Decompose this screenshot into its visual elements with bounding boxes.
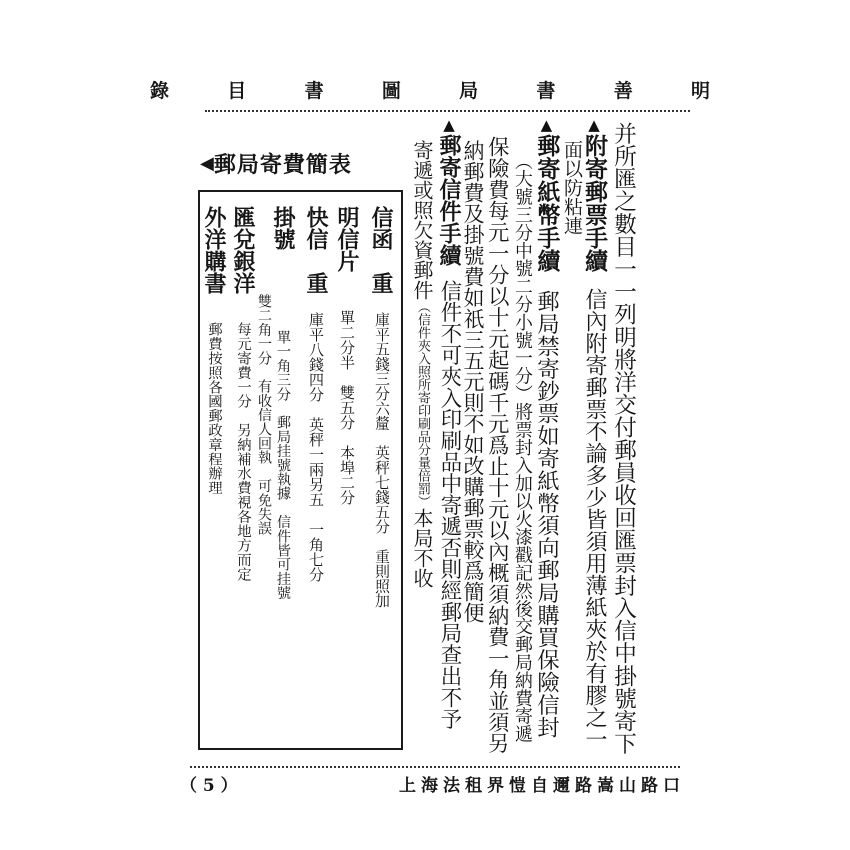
- row-label: 明信片: [334, 206, 360, 272]
- table-row: [370, 206, 392, 608]
- column-text: 納郵費及掛號費如祇三五元則不如改購郵票較爲簡便: [461, 140, 485, 623]
- header-char: 善: [613, 79, 633, 102]
- text-column-7: [462, 140, 483, 623]
- section-heading: 郵寄信件手續: [436, 134, 462, 266]
- row-detail: 單一角三分 郵局挂號執據 信件皆可挂號: [275, 330, 291, 600]
- table-row: [305, 206, 327, 582]
- table-row: [272, 206, 294, 600]
- section-heading: 附寄郵票手續: [581, 134, 608, 272]
- row-detail: 郵費按照各國郵政章程辦理: [206, 322, 222, 495]
- text-column-4: [533, 116, 561, 738]
- text-column-8: [438, 116, 460, 729]
- table-title-row: [200, 148, 404, 178]
- header-char: 圖: [381, 79, 401, 102]
- header-divider: [205, 110, 690, 112]
- row-label: 快信 重: [303, 206, 329, 294]
- table-row: [256, 294, 272, 535]
- text-column-2: [583, 116, 606, 750]
- column-text: 本局不收: [410, 508, 434, 588]
- footer-divider: [190, 766, 680, 768]
- column-text: 郵局禁寄鈔票如寄紙幣須向郵局購買保險信封: [533, 290, 560, 738]
- header-char: 局: [459, 79, 479, 102]
- table-row: [336, 206, 358, 505]
- column-text: 信內附寄郵票不論多少皆須用薄紙夾於有膠之一: [582, 288, 607, 750]
- text-column-5: [513, 152, 531, 743]
- header-char: 明: [690, 79, 710, 102]
- row-label: 外洋購書: [201, 206, 227, 294]
- column-text: 面以防粘連: [561, 140, 583, 235]
- page-footer: [180, 771, 685, 801]
- row-detail: 雙二角一分 有收信人回執 可免失誤: [256, 294, 272, 536]
- header-char: 目: [227, 79, 247, 102]
- text-column-6: [484, 136, 510, 754]
- column-text: 并所匯之數目一一列明將洋交付郵員收回匯票封入信中掛號寄下: [610, 122, 637, 755]
- table-row: [232, 206, 254, 581]
- page-header: [150, 74, 710, 104]
- table-title-text: 郵局寄費簡表: [213, 151, 352, 178]
- column-note: （信件夾入照所寄印刷品分量倍罰）: [415, 300, 430, 508]
- column-text: （大號三分中號二分小號一分）將票封入加以火漆戳記然後交郵局納費寄遞: [511, 152, 533, 743]
- text-column-9: [412, 140, 432, 588]
- table-row: [203, 206, 225, 495]
- row-detail: 庫平八錢四分 英秤一兩另五 一角七分: [307, 312, 325, 582]
- column-text: 保險費每元一分以十元起碼千元爲止十元以內概須納費一角並須另: [484, 136, 510, 754]
- row-detail: 庫平五錢三分六釐 英秤七錢五分 重則照加: [373, 312, 390, 608]
- section-heading: 郵寄紙幣手續: [533, 134, 561, 272]
- row-detail: 每元寄費一分 另納補水費視各地方而定: [235, 322, 251, 582]
- row-detail: 單二分半 雙五分 本埠二分: [338, 310, 356, 505]
- column-text: 信件不可夾入印刷品中寄遞否則經郵局查出不予: [437, 280, 462, 730]
- text-column-1: [612, 122, 635, 755]
- triangle-marker-icon: ▲: [585, 116, 603, 134]
- header-char: 書: [536, 79, 556, 102]
- row-label: 匯兌銀洋: [230, 206, 256, 294]
- arrow-left-icon: ◀: [200, 152, 214, 174]
- triangle-marker-icon: ▲: [537, 116, 556, 134]
- row-label: 信函 重: [368, 206, 394, 294]
- publisher-address: 上海法租界愷自邇路嵩山路口: [399, 776, 685, 796]
- header-char: 書: [304, 79, 324, 102]
- page-number: （ 5 ）: [180, 776, 238, 796]
- row-label: 掛號: [270, 206, 296, 250]
- column-text: 寄遞或照欠資郵件: [410, 140, 434, 300]
- header-char: 錄: [150, 79, 170, 102]
- triangle-marker-icon: ▲: [440, 116, 458, 134]
- text-column-3: [562, 140, 581, 235]
